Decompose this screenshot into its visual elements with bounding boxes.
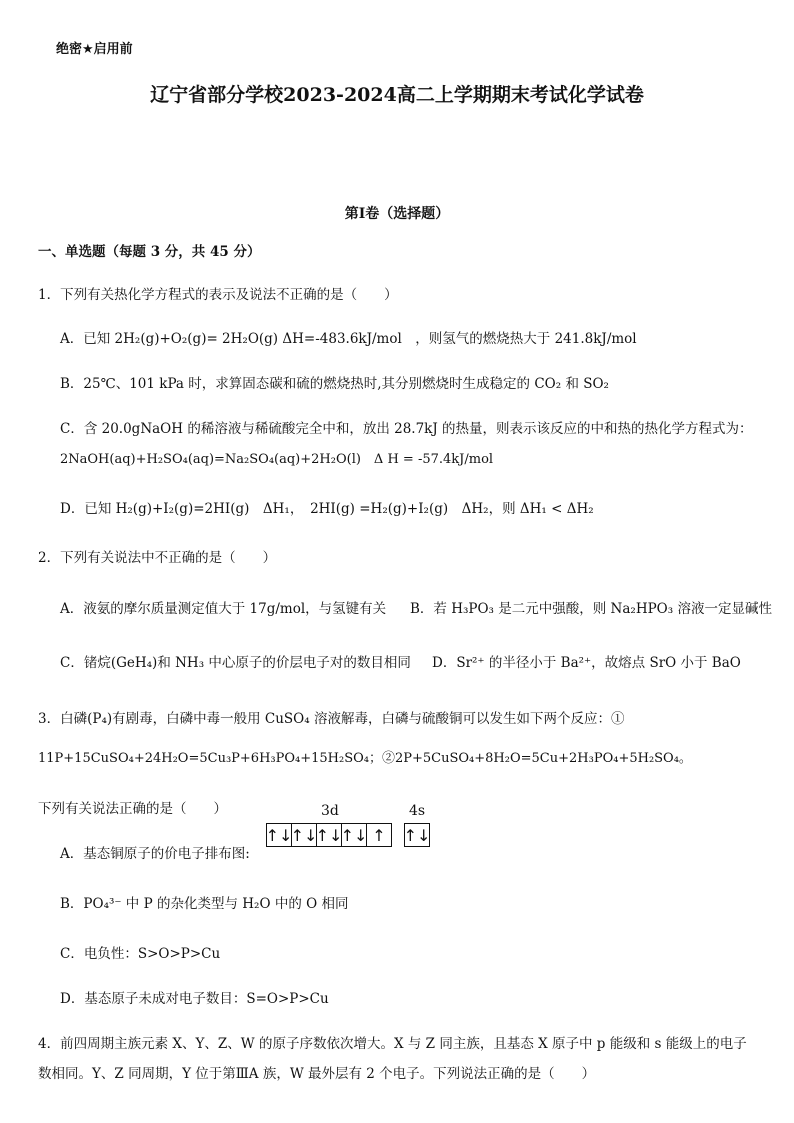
- question-3-ask: 下列有关说法正确的是（ ）: [38, 801, 227, 817]
- question-2-stem: 2．下列有关说法中不正确的是（ ）: [38, 550, 277, 566]
- question-1-option-d: D．已知 H₂(g)+I₂(g)=2HI(g) ΔH₁， 2HI(g) =H₂(g)+I₂(g) ΔH₂，则 ΔH₁ < ΔH₂: [60, 501, 594, 517]
- question-3-option-c: C．电负性：S>O>P>Cu: [60, 946, 221, 962]
- question-1-option-c-equation: 2NaOH(aq)+H₂SO₄(aq)=Na₂SO₄(aq)+2H₂O(l) Δ H = -57.4kJ/mol: [60, 452, 494, 467]
- question-3-equations: 11P+15CuSO₄+24H₂O=5Cu₃P+6H₃PO₄+15H₂SO₄；②2P+5CuSO₄+8H₂O=5Cu+2H₃PO₄+5H₂SO₄。: [38, 751, 692, 766]
- question-4-line-2: 数相同。Y、Z 同周期，Y 位于第ⅢA 族，W 最外层有 2 个电子。下列说法正确的是（ ）: [38, 1066, 596, 1082]
- question-3-option-d: D．基态原子未成对电子数目：S=O>P>Cu: [60, 991, 329, 1007]
- page-title: 辽宁省部分学校2023-2024高二上学期期末考试化学试卷: [150, 84, 644, 106]
- question-1-option-c: C．含 20.0gNaOH 的稀溶液与稀硫酸完全中和，放出 28.7kJ 的热量，则表示该反应的中和热的热化学方程式为：: [60, 421, 753, 437]
- question-1-option-b: B．25℃、101 kPa 时，求算固态碳和硫的燃烧热时,其分别燃烧时生成稳定的 CO₂ 和 SO₂: [60, 376, 609, 392]
- orbital-box: ↑: [372, 825, 386, 845]
- question-3-option-b: B．PO₄³⁻ 中 P 的杂化类型与 H₂O 中的 O 相同: [60, 896, 349, 912]
- orbital-box: ↑↓: [265, 825, 293, 845]
- orbital-3d-label: 3d: [321, 803, 339, 819]
- question-2-option-b: B．若 H₃PO₃ 是二元中强酸，则 Na₂HPO₃ 溶液一定显碱性: [410, 601, 772, 617]
- orbital-3d-diagram: [266, 823, 392, 847]
- question-2-option-d: D．Sr²⁺ 的半径小于 Ba²⁺，故熔点 SrO 小于 BaO: [432, 655, 741, 671]
- orbital-box: ↑↓: [340, 825, 368, 845]
- question-3-stem: 3．白磷(P₄)有剧毒，白磷中毒一般用 CuSO₄ 溶液解毒，白磷与硫酸铜可以发生如下两个反应：①: [38, 711, 625, 727]
- part-heading: 第Ⅰ卷（选择题）: [344, 206, 450, 222]
- question-4-line-1: 4．前四周期主族元素 X、Y、Z、W 的原子序数依次增大。X 与 Z 同主族，且基态 X 原子中 p 能级和 s 能级上的电子: [38, 1036, 747, 1052]
- secret-mark: 绝密★启用前: [56, 42, 133, 57]
- orbital-4s-label: 4s: [409, 803, 426, 819]
- question-2-option-a: A．液氨的摩尔质量测定值大于 17g/mol，与氢键有关: [60, 601, 387, 617]
- question-1-stem: 1．下列有关热化学方程式的表示及说法不正确的是（ ）: [38, 287, 398, 303]
- section-heading: 一、单选题（每题 3 分，共 45 分）: [38, 244, 261, 260]
- orbital-box: ↑↓: [403, 825, 431, 845]
- orbital-4s-diagram: [404, 823, 430, 847]
- question-2-option-c: C．锗烷(GeH₄)和 NH₃ 中心原子的价层电子对的数目相同: [60, 655, 411, 671]
- orbital-box: ↑↓: [315, 825, 343, 845]
- question-3-option-a: A．基态铜原子的价电子排布图:: [60, 846, 250, 862]
- question-1-option-a: A．已知 2H₂(g)+O₂(g)= 2H₂O(g) ΔH=-483.6kJ/mol ，则氢气的燃烧热大于 241.8kJ/mol: [60, 331, 637, 347]
- orbital-box: ↑↓: [290, 825, 318, 845]
